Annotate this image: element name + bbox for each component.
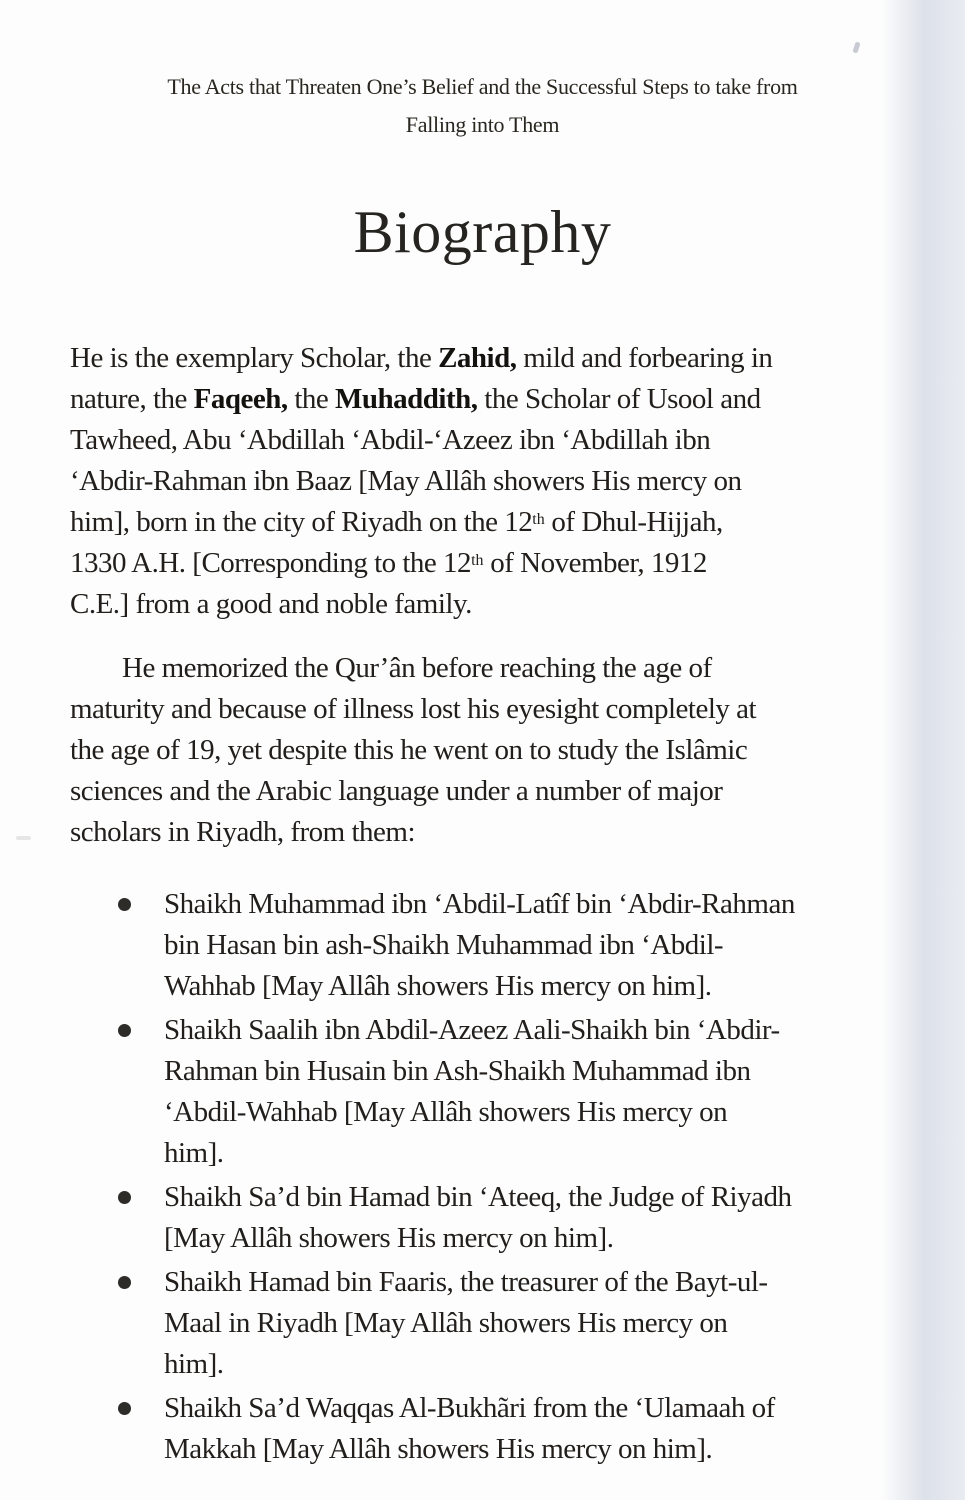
list-item (118, 884, 795, 1007)
text-segment: the Scholar of Usool and (477, 383, 761, 415)
text-segment: the (287, 383, 336, 415)
list-item (118, 1388, 795, 1470)
paragraph-education (70, 648, 756, 853)
text-line: bin Hasan bin ash-Shaikh Muhammad ibn ‘Abdil- (164, 929, 724, 961)
text-line: sciences and the Arabic language under a number of major (70, 775, 723, 807)
text-line: C.E.] from a good and noble family. (70, 588, 472, 620)
text-segment-bold: Zahid, (438, 342, 517, 374)
text-segment: mild and forbearing in (516, 342, 773, 374)
scan-speck (852, 41, 860, 53)
scan-speck (16, 836, 31, 840)
text-segment: of November, 1912 (483, 547, 707, 579)
text-segment: of Dhul-Hijjah, (544, 506, 723, 538)
bullet-dot-icon (118, 1276, 131, 1289)
text-line: him]. (164, 1348, 224, 1380)
text-line: Shaikh Sa’d bin Hamad bin ‘Ateeq, the Judge of Riyadh (164, 1181, 792, 1213)
text-segment: He is the exemplary Scholar, the (70, 342, 439, 374)
text-segment-bold: Faqeeh, (193, 383, 288, 415)
list-item-text (164, 884, 795, 1007)
text-line: Shaikh Saalih ibn Abdil-Azeez Aali-Shaikh bin ‘Abdir- (164, 1014, 780, 1046)
page-title: Biography (353, 199, 612, 265)
list-item-text (164, 1010, 780, 1174)
text-line: Shaikh Hamad bin Faaris, the treasurer of the Bayt-ul- (164, 1266, 768, 1298)
list-item-text (164, 1177, 792, 1259)
teachers-list (118, 884, 795, 1473)
text-line: He memorized the Qur’ân before reaching the age of (122, 652, 712, 684)
text-line (70, 502, 772, 543)
text-line: ‘Abdir-Rahman ibn Baaz [May Allâh showers His mercy on (70, 465, 742, 497)
text-line: Shaikh Sa’d Waqqas Al-Bukhãri from the ‘Ulamaah of (164, 1392, 775, 1424)
list-item (118, 1262, 795, 1385)
list-item-text (164, 1388, 775, 1470)
text-line: maturity and because of illness lost his eyesight completely at (70, 693, 757, 725)
bullet-dot-icon (118, 898, 131, 911)
text-line: Wahhab [May Allâh showers His mercy on him]. (164, 970, 712, 1002)
text-line: Tawheed, Abu ‘Abdillah ‘Abdil-‘Azeez ibn ‘Abdillah ibn (70, 424, 711, 456)
running-head (0, 68, 965, 144)
text-line (70, 543, 772, 584)
running-head-line1: The Acts that Threaten One’s Belief and the Successful Steps to take from (167, 74, 798, 99)
text-line: Makkah [May Allâh showers His mercy on him]. (164, 1433, 713, 1465)
text-segment: him], born in the city of Riyadh on the 12 (70, 506, 533, 538)
text-line: Shaikh Muhammad ibn ‘Abdil-Latîf bin ‘Abdir-Rahman (164, 888, 795, 920)
text-line: scholars in Riyadh, from them: (70, 816, 416, 848)
text-segment: 1330 A.H. [Corresponding to the 12 (70, 547, 472, 579)
ordinal-superscript: th (471, 551, 484, 569)
text-line: Rahman bin Husain bin Ash-Shaikh Muhammad ibn (164, 1055, 751, 1087)
text-line (70, 338, 772, 379)
running-head-line2: Falling into Them (405, 112, 560, 137)
ordinal-superscript: th (532, 510, 545, 528)
list-item (118, 1177, 795, 1259)
text-line (70, 379, 772, 420)
text-line: Maal in Riyadh [May Allâh showers His mercy on (164, 1307, 728, 1339)
text-line: ‘Abdil-Wahhab [May Allâh showers His mercy on (164, 1096, 728, 1128)
paragraph-intro (70, 338, 772, 625)
bullet-dot-icon (118, 1024, 131, 1037)
text-line: the age of 19, yet despite this he went on to study the Islâmic (70, 734, 748, 766)
text-segment: nature, the (70, 383, 194, 415)
list-item-text (164, 1262, 768, 1385)
bullet-dot-icon (118, 1402, 131, 1415)
text-line: [May Allâh showers His mercy on him]. (164, 1222, 614, 1254)
text-segment-bold: Muhaddith, (335, 383, 478, 415)
bullet-dot-icon (118, 1191, 131, 1204)
text-line: him]. (164, 1137, 224, 1169)
list-item (118, 1010, 795, 1174)
